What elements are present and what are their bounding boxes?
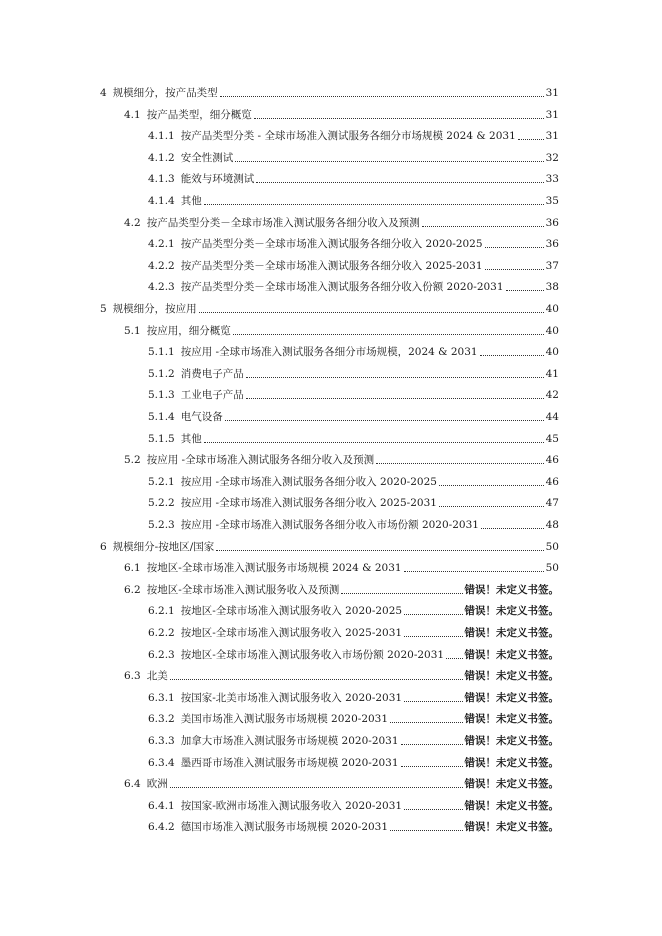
toc-entry-title: 按产品类型分类 - 全球市场准入测试服务各细分市场规模 2024 & 2031 (180, 130, 516, 143)
toc-entry-page-error: 错误！未定义书签。 (464, 691, 559, 704)
toc-entry-number: 6 (100, 540, 107, 553)
toc-entry-5-2-3[interactable] (148, 512, 559, 532)
toc-entry-number: 4.1 (124, 108, 141, 121)
toc-entry-number: 6.3.1 (148, 691, 175, 704)
toc-dot-leader (170, 787, 463, 788)
toc-entry-6-2-2[interactable] (148, 620, 559, 640)
toc-entry-number: 6.4 (124, 778, 141, 791)
toc-entry-title: 按地区-全球市场准入测试服务收入 2025-2031 (180, 627, 403, 639)
toc-entry-number: 6.2.1 (148, 605, 175, 618)
toc-entry-title: 工业电子产品 (180, 389, 244, 402)
toc-dot-leader (233, 334, 544, 335)
toc-entry-page-number: 42 (545, 389, 559, 402)
toc-entry-5[interactable] (100, 296, 559, 316)
toc-entry-6-1[interactable] (124, 555, 559, 575)
toc-entry-title: 德国市场准入测试服务市场规模 2020-2031 (180, 821, 389, 834)
toc-entry-page-number: 44 (545, 411, 559, 423)
toc-entry-title: 按产品类型分类－全球市场准入测试服务各细分收入份额 2020-2031 (180, 281, 504, 294)
toc-entry-number: 4 (100, 87, 107, 99)
toc-entry-title: 按地区-全球市场准入测试服务收入及预测 (146, 583, 340, 596)
toc-entry-page-number: 40 (545, 324, 559, 337)
toc-entry-6-4-1[interactable] (148, 793, 559, 813)
toc-dot-leader (481, 528, 544, 529)
toc-entry-title: 规模细分，按应用 (112, 303, 197, 315)
toc-entry-number: 4.2.1 (148, 238, 175, 251)
toc-entry-number: 6.2.3 (148, 648, 175, 661)
toc-entry-page-error: 错误！未定义书签。 (464, 713, 559, 726)
toc-entry-page-number: 47 (545, 497, 559, 510)
toc-entry-number: 5.2.2 (148, 497, 175, 510)
toc-entry-page-number: 46 (545, 454, 559, 467)
toc-entry-6-3-2[interactable] (148, 706, 559, 726)
toc-dot-leader (204, 442, 544, 443)
toc-entry-title: 规模细分，按产品类型 (112, 87, 218, 99)
toc-entry-number: 4.2 (124, 216, 141, 229)
toc-entry-5-1-4[interactable] (148, 404, 559, 424)
toc-entry-number: 6.3.3 (148, 735, 175, 747)
toc-dot-leader (439, 506, 544, 507)
toc-entry-title: 按地区-全球市场准入测试服务收入 2020-2025 (180, 605, 403, 618)
toc-entry-6[interactable] (100, 534, 559, 554)
toc-entry-number: 6.3 (124, 670, 141, 683)
toc-dot-leader (246, 398, 544, 399)
toc-entry-number: 6.3.4 (148, 756, 175, 769)
toc-entry-number: 4.2.3 (148, 281, 175, 294)
toc-entry-number: 6.1 (124, 562, 141, 575)
toc-entry-page-number: 38 (545, 281, 559, 294)
toc-dot-leader (341, 593, 462, 594)
toc-entry-4-2[interactable] (124, 210, 559, 230)
toc-entry-page-number: 36 (545, 216, 559, 229)
toc-entry-number: 6.2.2 (148, 627, 175, 639)
toc-dot-leader (199, 312, 544, 313)
toc-entry-number: 6.3.2 (148, 713, 175, 726)
toc-entry-page-error: 错误！未定义书签。 (464, 583, 559, 596)
toc-entry-page-error: 错误！未定义书签。 (464, 648, 559, 661)
toc-entry-4-1-4[interactable] (148, 188, 559, 208)
toc-dot-leader (506, 290, 544, 291)
toc-entry-6-3-3[interactable] (148, 728, 559, 748)
toc-entry-title: 消费电子产品 (180, 367, 244, 380)
toc-entry-title: 按国家-北美市场准入测试服务收入 2020-2031 (180, 691, 403, 704)
toc-dot-leader (376, 463, 544, 464)
toc-entry-number: 5.1.1 (148, 346, 175, 359)
toc-entry-title: 按国家-欧洲市场准入测试服务收入 2020-2031 (180, 799, 403, 812)
toc-entry-page-error: 错误！未定义书签。 (464, 778, 559, 791)
toc-entry-page-number: 37 (545, 259, 559, 272)
toc-entry-title: 安全性测试 (180, 151, 234, 164)
toc-entry-6-3[interactable] (124, 663, 559, 683)
toc-entry-page-number: 50 (545, 540, 559, 553)
toc-dot-leader (422, 226, 544, 227)
toc-entry-title: 电气设备 (180, 411, 223, 423)
toc-entry-page-error: 错误！未定义书签。 (464, 627, 559, 639)
toc-dot-leader (401, 744, 463, 745)
toc-entry-number: 5.1.3 (148, 389, 175, 402)
toc-dot-leader (480, 355, 544, 356)
toc-entry-number: 4.2.2 (148, 259, 175, 272)
toc-entry-page-number: 40 (545, 346, 559, 359)
toc-entry-5-2-1[interactable] (148, 469, 559, 489)
toc-entry-6-3-4[interactable] (148, 750, 559, 770)
toc-entry-page-error: 错误！未定义书签。 (464, 821, 559, 834)
toc-entry-title: 按产品类型，细分概览 (146, 108, 252, 121)
toc-dot-leader (220, 96, 544, 97)
toc-entry-6-2[interactable] (124, 577, 559, 597)
toc-entry-title: 规模细分-按地区/国家 (112, 540, 215, 553)
toc-dot-leader (485, 269, 544, 270)
toc-entry-title: 其他 (180, 195, 202, 207)
toc-dot-leader (390, 830, 462, 831)
toc-entry-number: 5.2.1 (148, 475, 175, 488)
toc-entry-title: 欧洲 (146, 778, 168, 791)
toc-entry-number: 6.4.1 (148, 799, 175, 812)
toc-entry-5-2[interactable] (124, 447, 559, 467)
toc-entry-5-2-2[interactable] (148, 490, 559, 510)
toc-entry-page-number: 41 (545, 367, 559, 380)
toc-dot-leader (216, 550, 543, 551)
toc-entry-number: 5.1.2 (148, 367, 175, 380)
toc-entry-number: 5.1.4 (148, 411, 175, 423)
toc-dot-leader (246, 377, 544, 378)
toc-entry-6-2-1[interactable] (148, 598, 559, 618)
toc-entry-number: 4.1.2 (148, 151, 175, 164)
toc-dot-leader (518, 139, 544, 140)
toc-entry-title: 按应用 -全球市场准入测试服务各细分收入市场份额 2020-2031 (180, 519, 479, 531)
toc-entry-title: 按应用 -全球市场准入测试服务各细分收入及预测 (146, 454, 375, 467)
toc-entry-5-1-2[interactable] (148, 361, 559, 381)
toc-entry-page-number: 35 (545, 195, 559, 207)
toc-entry-title: 按产品类型分类－全球市场准入测试服务各细分收入 2020-2025 (180, 238, 483, 251)
toc-entry-4-1-2[interactable] (148, 145, 559, 165)
toc-entry-page-error: 错误！未定义书签。 (464, 799, 559, 812)
toc-entry-number: 5.2.3 (148, 519, 175, 531)
toc-dot-leader (170, 679, 463, 680)
toc-entry-4-2-3[interactable] (148, 274, 559, 294)
toc-dot-leader (404, 614, 462, 615)
toc-entry-5-1-3[interactable] (148, 382, 559, 402)
toc-entry-6-4[interactable] (124, 771, 559, 791)
toc-entry-title: 墨西哥市场准入测试服务市场规模 2020-2031 (180, 756, 399, 769)
toc-entry-title: 按产品类型分类－全球市场准入测试服务各细分收入及预测 (146, 216, 420, 229)
toc-dot-leader (404, 701, 462, 702)
toc-entry-title: 加拿大市场准入测试服务市场规模 2020-2031 (180, 735, 399, 747)
toc-entry-6-3-1[interactable] (148, 685, 559, 705)
toc-entry-title: 美国市场准入测试服务市场规模 2020-2031 (180, 713, 389, 726)
toc-entry-title: 其他 (180, 432, 202, 445)
toc-dot-leader (204, 204, 544, 205)
toc-entry-number: 6.2 (124, 583, 141, 596)
toc-entry-title: 能效与环境测试 (180, 173, 255, 186)
toc-entry-number: 4.1.1 (148, 130, 175, 143)
toc-entry-number: 4.1.4 (148, 195, 175, 207)
toc-entry-6-4-2[interactable] (148, 814, 559, 834)
toc-entry-page-error: 错误！未定义书签。 (464, 605, 559, 618)
toc-entry-4-1-1[interactable] (148, 123, 559, 143)
toc-entry-number: 5 (100, 303, 107, 315)
toc-dot-leader (390, 722, 462, 723)
toc-entry-4-2-2[interactable] (148, 253, 559, 273)
toc-entry-title: 北美 (146, 670, 168, 683)
toc-entry-page-number: 31 (545, 87, 559, 99)
toc-dot-leader (404, 809, 462, 810)
toc-entry-4-1-3[interactable] (148, 166, 559, 186)
toc-dot-leader (446, 658, 462, 659)
toc-dot-leader (404, 636, 462, 637)
toc-entry-title: 按产品类型分类－全球市场准入测试服务各细分收入 2025-2031 (180, 259, 483, 272)
toc-entry-5-1[interactable] (124, 318, 559, 338)
toc-entry-number: 6.4.2 (148, 821, 175, 834)
toc-entry-number: 4.1.3 (148, 173, 175, 186)
toc-entry-page-number: 50 (545, 562, 559, 575)
toc-entry-page-number: 36 (545, 238, 559, 251)
toc-entry-page-number: 31 (545, 108, 559, 121)
toc-entry-5-1-5[interactable] (148, 426, 559, 446)
toc-dot-leader (254, 118, 544, 119)
toc-entry-title: 按地区-全球市场准入测试服务市场规模 2024 & 2031 (146, 562, 402, 575)
toc-entry-number: 5.1 (124, 324, 141, 337)
toc-entry-5-1-1[interactable] (148, 339, 559, 359)
toc-dot-leader (225, 420, 544, 421)
toc-dot-leader (439, 485, 544, 486)
toc-entry-page-number: 32 (545, 151, 559, 164)
toc-entry-title: 按地区-全球市场准入测试服务收入市场份额 2020-2031 (180, 648, 445, 661)
toc-entry-number: 5.2 (124, 454, 141, 467)
toc-dot-leader (235, 161, 543, 162)
toc-entry-title: 按应用 -全球市场准入测试服务各细分市场规模，2024 & 2031 (180, 346, 478, 359)
toc-entry-title: 按应用 -全球市场准入测试服务各细分收入 2025-2031 (180, 497, 437, 510)
toc-entry-page-number: 46 (545, 475, 559, 488)
toc-entry-page-error: 错误！未定义书签。 (464, 735, 559, 747)
toc-dot-leader (485, 247, 544, 248)
toc-entry-page-number: 33 (545, 173, 559, 186)
toc-entry-page-error: 错误！未定义书签。 (464, 756, 559, 769)
toc-dot-leader (256, 182, 543, 183)
toc-entry-page-number: 40 (545, 303, 559, 315)
toc-entry-4[interactable] (100, 80, 559, 100)
toc-dot-leader (404, 571, 544, 572)
toc-entry-page-number: 31 (545, 130, 559, 143)
toc-entry-4-2-1[interactable] (148, 231, 559, 251)
toc-entry-title: 按应用，细分概览 (146, 324, 231, 337)
toc-entry-page-number: 45 (545, 432, 559, 445)
toc-entry-page-error: 错误！未定义书签。 (464, 670, 559, 683)
toc-entry-6-2-3[interactable] (148, 642, 559, 662)
toc-dot-leader (401, 766, 463, 767)
toc-entry-page-number: 48 (545, 519, 559, 531)
toc-entry-title: 按应用 -全球市场准入测试服务各细分收入 2020-2025 (180, 475, 437, 488)
toc-entry-4-1[interactable] (124, 102, 559, 122)
toc-entry-number: 5.1.5 (148, 432, 175, 445)
